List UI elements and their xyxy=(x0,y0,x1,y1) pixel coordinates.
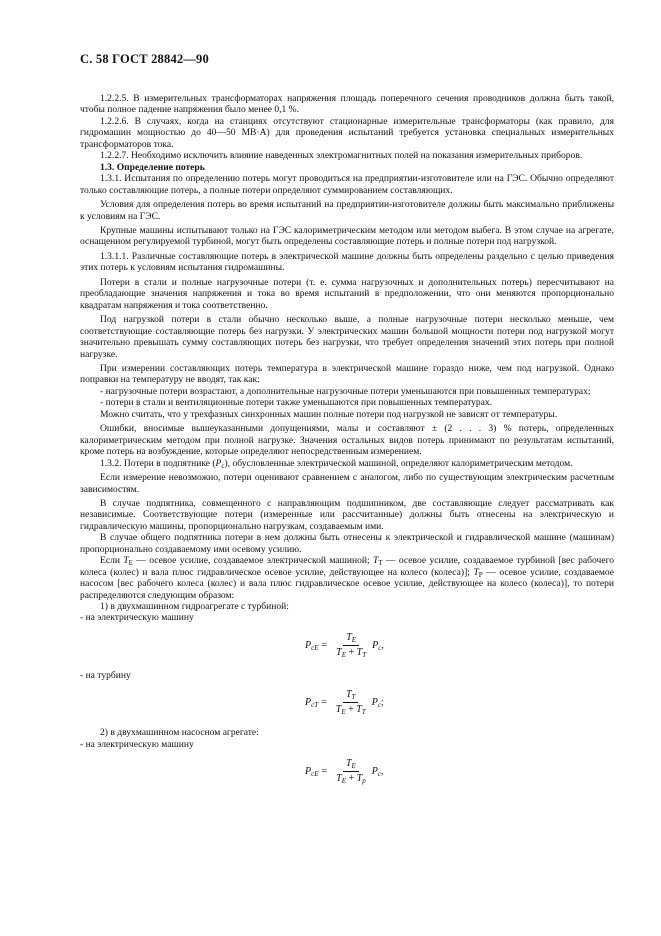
paragraph-text: — осевое усилие, создаваемое насосом [вес рабочего колеса (колес) и вала плюс гидравлическое осевое усилие, действующее на колесо (колеса)], то потери распределяются следующим образом: xyxy=(80,566,614,601)
plus-sign: + xyxy=(348,646,355,658)
plus-sign: + xyxy=(348,773,355,785)
subscript-e: E xyxy=(341,650,346,659)
paragraph: Условия для определения потерь во время испытаний на предприятии-изготовителе должны быть максимально приближены к условиям на ГЭС. xyxy=(80,199,614,222)
subscript-e: E xyxy=(341,777,346,786)
symbol-t: T xyxy=(473,566,479,578)
subscript-e: E xyxy=(128,559,133,568)
page-header: С. 58 ГОСТ 28842—90 xyxy=(80,52,209,66)
punctuation: ; xyxy=(380,697,384,709)
symbol-p: P xyxy=(371,697,378,709)
fraction xyxy=(333,689,369,716)
subscript-t: T xyxy=(351,693,356,702)
symbol-t: T xyxy=(373,555,379,567)
equals-sign: = xyxy=(321,639,328,651)
paragraph-text: ), обусловленные электрической машиной, определяют калориметрическим методом. xyxy=(224,457,573,469)
subscript-ct: cT xyxy=(311,701,319,710)
paragraph: Можно считать, что у трехфазных синхронных машин полные потери под нагрузкой не зависят от температуры. xyxy=(100,408,558,420)
paragraph: В случае общего подпятника потери в нем должны быть отнесены к электрической и гидравлической машине (машинам) пропорционально создаваемому ими осевому усилию. xyxy=(80,532,614,555)
subscript-c: c xyxy=(377,701,381,710)
subscript-t: T xyxy=(378,559,383,568)
paragraph: Потери в стали и полные нагрузочные потери (т. е. сумма нагрузочных и дополнительных потерь) пересчитывают на преобладающие значения напряжения и тока во время испытаний в предположении, что они меняются пропорционально квадратам напряжения и тока соответственно. xyxy=(80,276,614,311)
equals-sign: = xyxy=(321,697,327,709)
symbol-t: T xyxy=(336,773,342,785)
paragraph: Ошибки, вносимые вышеуказанными допущениями, малы и составляют ± (2 . . . 3) % потерь, определенных калориметрическим методом при полной нагрузке. Значения остальных видов потерь принимают по результатам испытаний, кроме потерь на возбуждение, которые определяют непосредственным измерением. xyxy=(80,423,614,458)
symbol-t: T xyxy=(336,646,342,658)
symbol-t: T xyxy=(345,758,352,770)
formula-electric-turbine xyxy=(80,624,614,670)
paragraph: - на электрическую машину xyxy=(80,738,194,750)
symbol-p: P xyxy=(305,697,312,709)
punctuation: , xyxy=(381,639,384,651)
paragraph: 1) в двухмашинном гидроагрегате с турбиной: xyxy=(100,601,289,613)
subscript-c: c xyxy=(377,770,381,779)
document-body xyxy=(80,93,614,796)
formula-turbine xyxy=(80,681,614,727)
plus-sign: + xyxy=(348,704,354,716)
subscript-p: P xyxy=(478,570,483,579)
subscript-t: T xyxy=(361,708,366,717)
paragraph: - потери в стали и вентиляционные потери также уменьшаются при повышенных температурах. xyxy=(100,397,493,409)
symbol-t: T xyxy=(356,704,362,716)
subscript-e: E xyxy=(351,762,356,771)
symbol-t: T xyxy=(123,555,129,567)
symbol-p: P xyxy=(215,457,222,469)
paragraph: Если измерение невозможно, потери оценивают сравнением с аналогом, либо по существующим электрическим расчетным зависимостям. xyxy=(80,472,614,495)
paragraph-text: 1.3.2. Потери в подпятнике ( xyxy=(100,457,216,469)
symbol-t: T xyxy=(335,704,342,716)
paragraph: 1.2.2.7. Необходимо исключить влияние наведенных электромагнитных полей на показания измерительных приборов. xyxy=(100,150,583,162)
paragraph: - на турбину xyxy=(80,669,131,681)
subscript-e: E xyxy=(351,635,357,644)
symbol-p: P xyxy=(305,639,312,651)
paragraph: 1.3.1.1. Различные составляющие потерь в электрической машине должны быть определены раздельно с целью приведения этих потерь к условиям испытания гидромашины. xyxy=(80,250,614,274)
subscript-c: c xyxy=(221,461,225,470)
symbol-p: P xyxy=(371,766,378,778)
paragraph xyxy=(80,458,614,469)
fraction xyxy=(333,758,369,785)
paragraph: При измерении составляющих потерь температура в электрической машине гораздо ниже, чем под нагрузкой. Однако поправки на температуру не вводят, так как: xyxy=(80,362,614,386)
symbol-t: T xyxy=(345,689,352,701)
fraction xyxy=(333,632,369,659)
paragraph-text: — осевое усилие, создаваемое электрической машиной; xyxy=(136,555,370,567)
subscript-e: E xyxy=(341,708,346,717)
paragraph: 1.3.1. Испытания по определению потерь могут проводиться на предприятии-изготовителе или на ГЭС. Обычно определяют только составляющие потерь, а полные потери определяют суммированием составляющих. xyxy=(80,173,614,196)
formula-electric-pump xyxy=(80,750,614,796)
paragraph: - на электрическую машину xyxy=(80,612,194,624)
punctuation: , xyxy=(380,766,384,778)
paragraph: 1.2.2.6. В случаях, когда на станциях отсутствуют стационарные измерительные трансформаторы (как правило, для гидромашин мощностью до 40—50 МВ·А) для проведения испытаний требуется установка специальных измерительных трансформаторов тока. xyxy=(80,115,614,150)
paragraph: 1.2.2.5. В измерительных трансформаторах напряжения площадь поперечного сечения проводников должна быть такой, чтобы полное падение напряжения было менее 0,1 %. xyxy=(80,93,614,116)
subscript-t: T xyxy=(362,650,367,659)
paragraph-text: — осевое усилие, создаваемое турбиной [вес рабочего колеса (колес) и вала плюс гидравлическое осевое усилие, действующее на колесо (колеса)]; xyxy=(80,555,615,578)
paragraph: 2) в двухмашинном насосном агрегате: xyxy=(100,727,259,739)
subscript-c: c xyxy=(378,643,382,652)
symbol-t: T xyxy=(346,631,352,643)
paragraph-text: Если xyxy=(100,555,120,567)
paragraph: - нагрузочные потери возрастают, а дополнительные нагрузочные потери уменьшаются при повышенных температурах; xyxy=(100,385,591,397)
paragraph xyxy=(80,555,614,601)
subscript-ce: cE xyxy=(311,770,319,779)
paragraph: Под нагрузкой потери в стали обычно несколько выше, а полные нагрузочные потери несколько меньше, чем соответствующие составляющие потерь без нагрузки. У электрических машин большой мощности потери под нагрузкой могут значительно превышать сумму составляющих потерь без нагрузки, что требует определения значений этих потерь при полной нагрузке. xyxy=(80,314,614,360)
symbol-t: T xyxy=(356,646,363,658)
equals-sign: = xyxy=(321,766,328,778)
symbol-t: T xyxy=(356,773,363,785)
subscript-p: p xyxy=(362,777,366,786)
symbol-p: P xyxy=(305,766,312,778)
symbol-p: P xyxy=(372,639,379,651)
paragraph: Крупные машины испытывают только на ГЭС калориметрическим методом или методом выбега. В этом случае на агрегате, оснащенном регулируемой турбиной, могут быть определены составляющие потерь и полные потери под нагрузкой. xyxy=(80,224,614,248)
section-heading: 1.3. Определение потерь xyxy=(100,161,205,173)
paragraph: В случае подпятника, совмещенного с направляющим подшипником, две составляющие следует рассматривать как независимые. Соответствующие потери (измеренные или рассчитанные) должны быть отнесены на электрическую и гидравлическую машины, пропорционально нагрузкам, создаваемым ими. xyxy=(80,497,614,532)
subscript-ce: cE xyxy=(311,643,319,652)
